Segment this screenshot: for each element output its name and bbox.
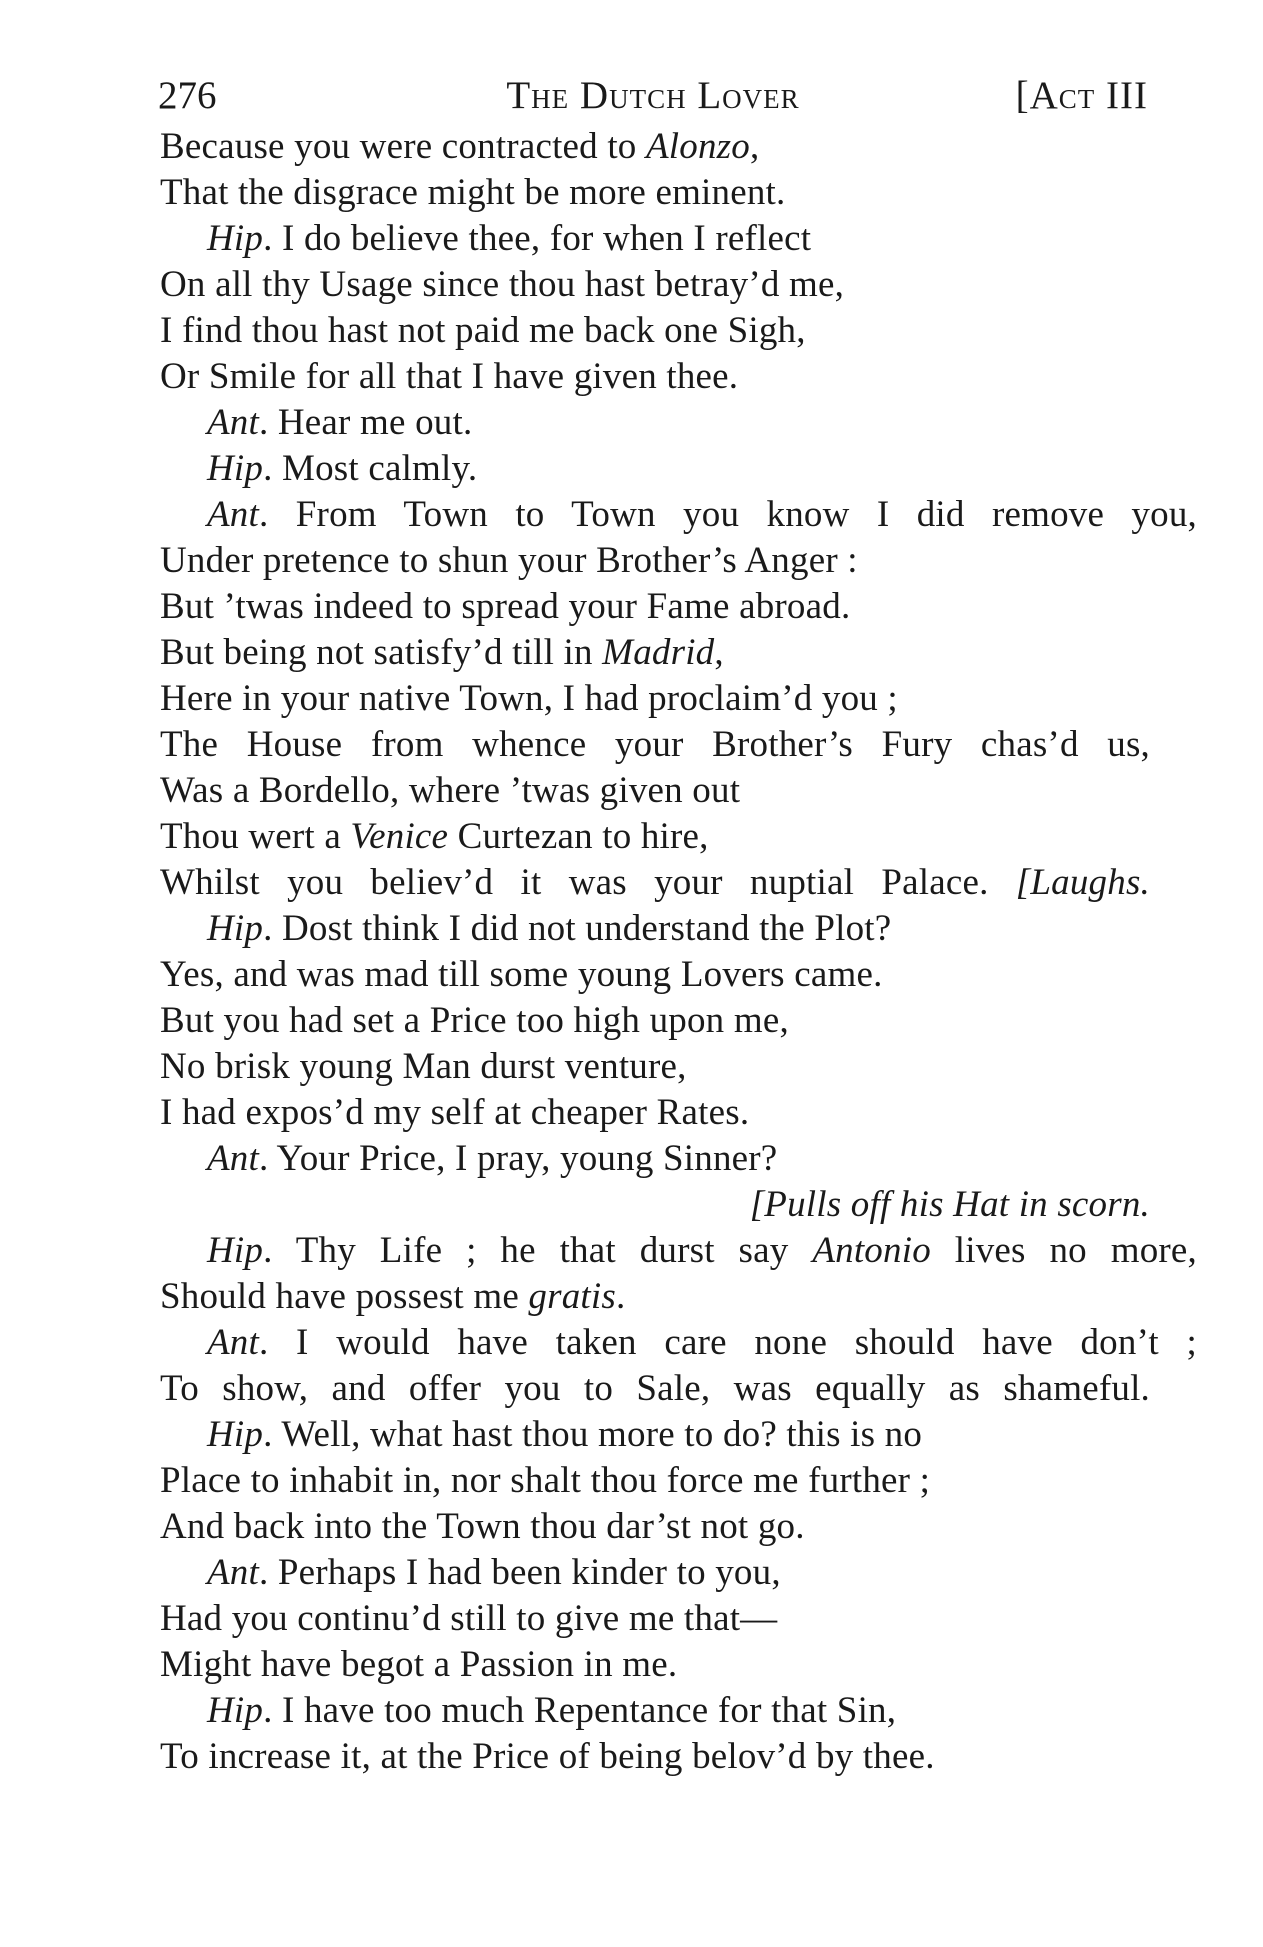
text-line <box>160 630 1150 676</box>
line-text: Because you were contracted to <box>160 126 646 167</box>
text-line <box>160 860 1150 906</box>
text-line <box>160 446 1150 492</box>
text-line <box>160 170 1150 216</box>
line-text: Curtezan to hire, <box>448 816 709 857</box>
line-text: On all thy Usage since thou hast betray’d me, <box>160 264 845 305</box>
line-text: . From Town to Town you know I did remove you, <box>258 494 1197 535</box>
line-text: Yes, and was mad till some young Lovers came. <box>160 954 883 995</box>
act-label: [Act III <box>1015 74 1148 117</box>
text-line <box>160 1550 1150 1596</box>
italic-text: Ant <box>207 402 259 443</box>
text-line <box>160 538 1150 584</box>
text-line <box>160 1366 1150 1412</box>
text-line <box>160 1136 1150 1182</box>
text-line <box>160 216 1150 262</box>
line-text: Or Smile for all that I have given thee. <box>160 356 739 397</box>
line-text: I find thou hast not paid me back one Sigh, <box>160 310 806 351</box>
text-line <box>160 400 1150 446</box>
line-text: Whilst you believ’d it was your nuptial Palace. <box>160 862 1016 903</box>
italic-text: Madrid <box>602 632 715 673</box>
text-line <box>160 262 1150 308</box>
text-line <box>160 308 1150 354</box>
text-line <box>160 124 1150 170</box>
line-text: . Your Price, I pray, young Sinner? <box>258 1138 778 1179</box>
italic-text: Ant <box>207 1552 259 1593</box>
text-line <box>160 584 1150 630</box>
line-text: . Dost think I did not understand the Plot? <box>263 908 892 949</box>
line-text: . I do believe thee, for when I reflect <box>263 218 812 259</box>
italic-text: Hip <box>207 448 264 489</box>
line-text: . Perhaps I had been kinder to you, <box>258 1552 781 1593</box>
text-line <box>160 1504 1150 1550</box>
line-text: But you had set a Price too high upon me, <box>160 1000 789 1041</box>
line-text: . I would have taken care none should have don’t ; <box>258 1322 1197 1363</box>
line-text: Might have begot a Passion in me. <box>160 1644 678 1685</box>
line-text: And back into the Town thou dar’st not go. <box>160 1506 805 1547</box>
line-text: , <box>749 126 760 167</box>
play-text <box>160 124 1197 1780</box>
line-text: To increase it, at the Price of being belov’d by thee. <box>160 1736 935 1777</box>
line-text: Here in your native Town, I had proclaim’d you ; <box>160 678 898 719</box>
text-line <box>160 1044 1150 1090</box>
running-header <box>158 68 1148 124</box>
italic-text: Venice <box>350 816 449 857</box>
line-text: But being not satisfy’d till in <box>160 632 603 673</box>
text-line <box>160 1412 1150 1458</box>
line-text: Had you continu’d still to give me that— <box>160 1598 778 1639</box>
line-text: lives no more, <box>930 1230 1197 1271</box>
line-text: Place to inhabit in, nor shalt thou force me further ; <box>160 1460 931 1501</box>
italic-text: Hip <box>207 1414 264 1455</box>
line-text: Should have possest me <box>160 1276 529 1317</box>
line-text: . Well, what hast thou more to do? this is no <box>263 1414 923 1455</box>
text-line <box>160 952 1150 998</box>
line-text: I had expos’d my self at cheaper Rates. <box>160 1092 750 1133</box>
text-line <box>160 1182 1150 1228</box>
italic-text: Hip <box>207 1230 264 1271</box>
text-line <box>160 722 1150 768</box>
text-line <box>160 492 1197 538</box>
line-text: No brisk young Man durst venture, <box>160 1046 687 1087</box>
text-line <box>160 1596 1150 1642</box>
text-line <box>160 676 1150 722</box>
italic-text: Alonzo <box>645 126 750 167</box>
italic-text: gratis <box>528 1276 616 1317</box>
line-text: That the disgrace might be more eminent. <box>160 172 786 213</box>
text-line <box>160 1642 1150 1688</box>
text-line <box>160 354 1150 400</box>
italic-text: Ant <box>207 494 259 535</box>
italic-text: Hip <box>207 218 264 259</box>
italic-text: Ant <box>207 1138 259 1179</box>
text-line <box>160 906 1150 952</box>
italic-text: [Pulls off his Hat in scorn. <box>749 1184 1150 1225</box>
italic-text: Ant <box>207 1322 259 1363</box>
line-text: . I have too much Repentance for that Sin, <box>263 1690 897 1731</box>
line-text: Was a Bordello, where ’twas given out <box>160 770 741 811</box>
text-line <box>160 814 1150 860</box>
line-text: To show, and offer you to Sale, was equally as shameful. <box>160 1368 1150 1409</box>
text-line <box>160 1090 1150 1136</box>
page-number: 276 <box>158 74 217 117</box>
running-title: The Dutch Lover <box>506 74 800 117</box>
text-line <box>160 998 1150 1044</box>
line-text: Under pretence to shun your Brother’s Anger : <box>160 540 858 581</box>
line-text: But ’twas indeed to spread your Fame abroad. <box>160 586 851 627</box>
line-text: . Most calmly. <box>263 448 478 489</box>
italic-text: [Laughs. <box>1015 862 1150 903</box>
text-line <box>160 1274 1150 1320</box>
text-line <box>160 1734 1150 1780</box>
text-line <box>160 1228 1197 1274</box>
line-text: . <box>615 1276 626 1317</box>
line-text: . Thy Life ; he that durst say <box>263 1230 813 1271</box>
line-text: . Hear me out. <box>258 402 473 443</box>
text-line <box>160 768 1150 814</box>
text-line <box>160 1458 1150 1504</box>
text-line <box>160 1320 1197 1366</box>
italic-text: Hip <box>207 908 264 949</box>
text-line <box>160 1688 1150 1734</box>
italic-text: Hip <box>207 1690 264 1731</box>
italic-text: Antonio <box>812 1230 931 1271</box>
line-text: Thou wert a <box>160 816 351 857</box>
line-text: The House from whence your Brother’s Fury chas’d us, <box>160 724 1150 765</box>
line-text: , <box>714 632 724 673</box>
